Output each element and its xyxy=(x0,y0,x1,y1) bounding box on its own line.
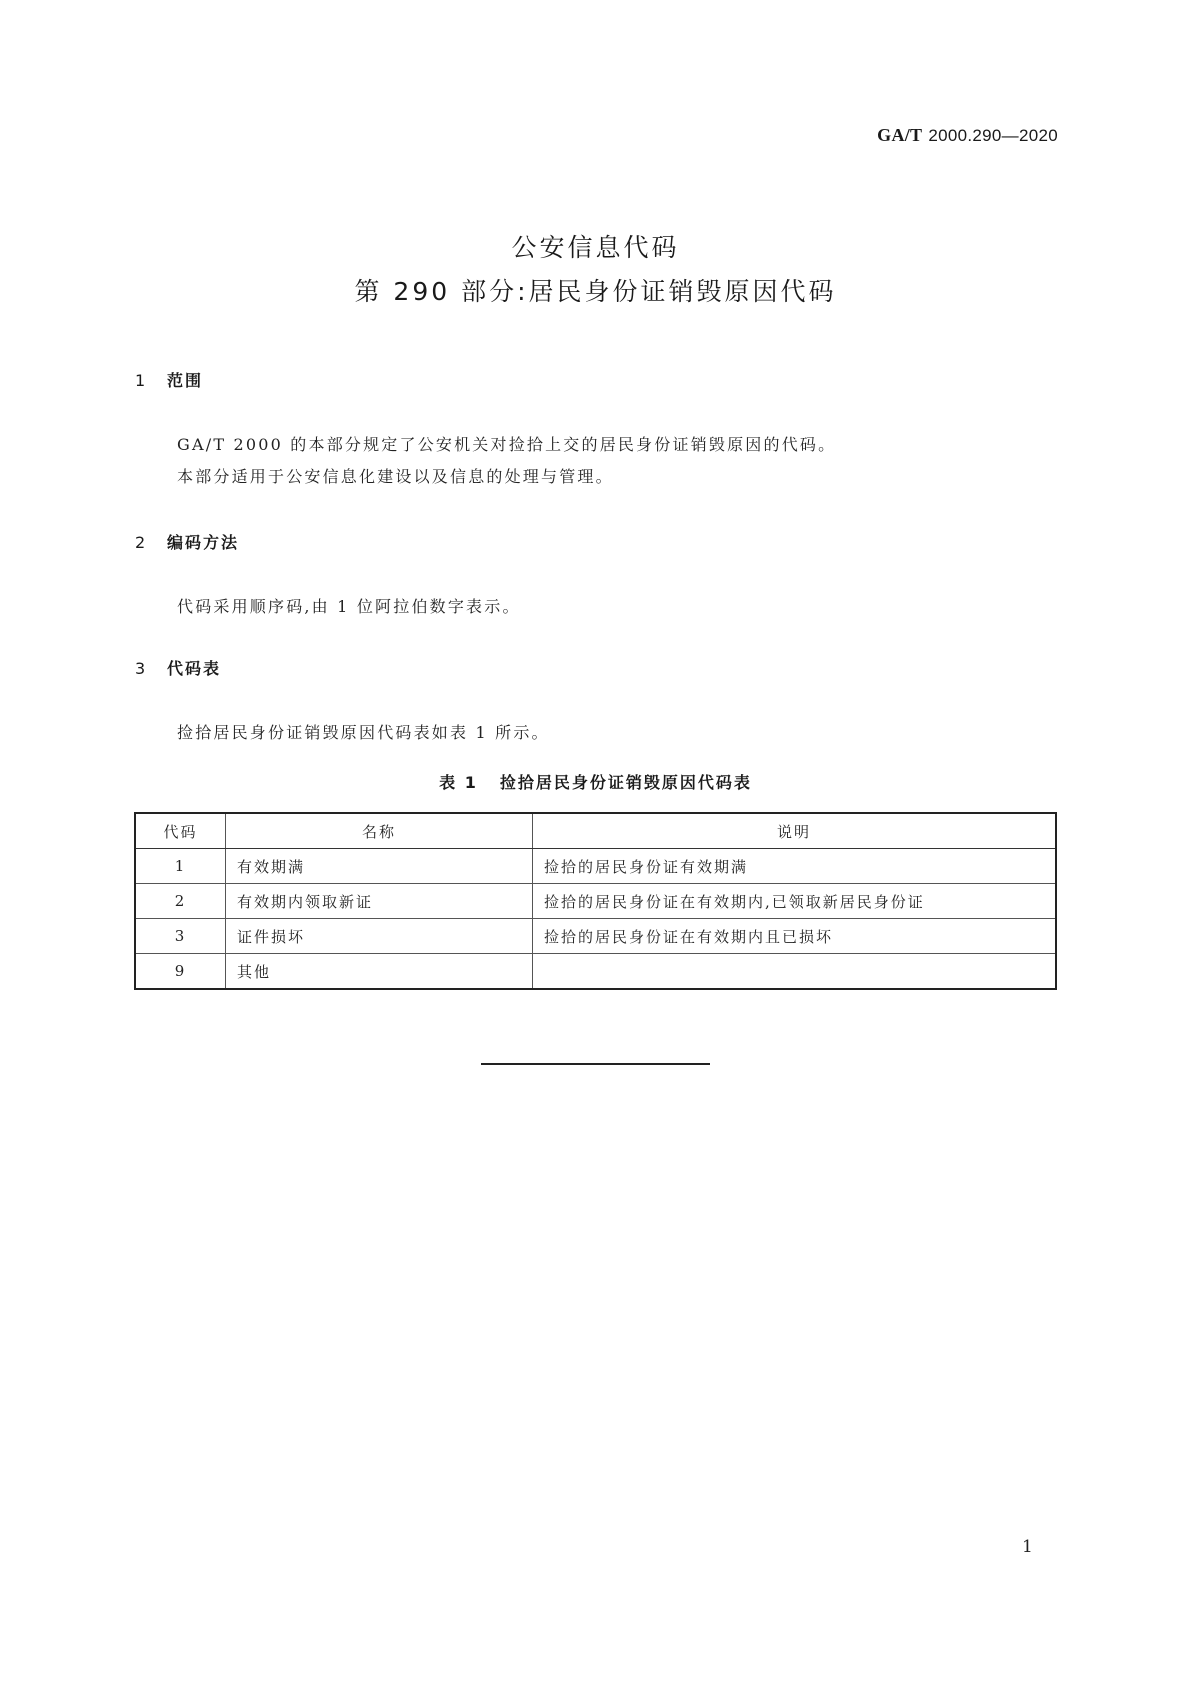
table-caption-title: 捡拾居民身份证销毁原因代码表 xyxy=(499,773,752,792)
column-header-code: 代码 xyxy=(135,813,226,849)
standard-code xyxy=(877,125,1058,146)
section-title: 代码表 xyxy=(167,659,222,678)
standard-prefix: GA/T xyxy=(877,125,923,145)
standard-number: 2000.290—2020 xyxy=(928,126,1058,145)
cell-code: 2 xyxy=(135,884,226,919)
section-number: 3 xyxy=(135,659,148,678)
cell-name: 有效期内领取新证 xyxy=(226,884,533,919)
cell-code: 3 xyxy=(135,919,226,954)
section-heading-code-table xyxy=(135,656,221,679)
section-number: 2 xyxy=(135,533,148,552)
cell-description: 捡拾的居民身份证在有效期内且已损坏 xyxy=(533,919,1057,954)
page-number: 1 xyxy=(1022,1537,1033,1557)
code-table xyxy=(134,812,1057,990)
table-row xyxy=(135,954,1056,990)
document-title: 公安信息代码 xyxy=(511,233,680,262)
cell-description: 捡拾的居民身份证在有效期内,已领取新居民身份证 xyxy=(533,884,1057,919)
column-header-description: 说明 xyxy=(533,813,1057,849)
section-number: 1 xyxy=(135,371,148,390)
cell-code: 9 xyxy=(135,954,226,990)
section-title: 编码方法 xyxy=(167,533,240,552)
table-row xyxy=(135,884,1056,919)
cell-description: 捡拾的居民身份证有效期满 xyxy=(533,849,1057,884)
table-caption xyxy=(0,770,1191,793)
table-header-row xyxy=(135,813,1056,849)
cell-description xyxy=(533,954,1057,990)
section-heading-scope xyxy=(135,368,203,391)
paragraph: 捡拾居民身份证销毁原因代码表如表 1 所示。 xyxy=(177,723,550,742)
paragraph: 本部分适用于公安信息化建设以及信息的处理与管理。 xyxy=(177,467,614,486)
cell-name: 有效期满 xyxy=(226,849,533,884)
paragraph: 代码采用顺序码,由 1 位阿拉伯数字表示。 xyxy=(177,597,521,616)
column-header-name: 名称 xyxy=(226,813,533,849)
paragraph: GA/T 2000 的本部分规定了公安机关对捡拾上交的居民身份证销毁原因的代码。 xyxy=(177,435,837,454)
document-subtitle: 第 290 部分:居民身份证销毁原因代码 xyxy=(354,277,837,306)
table-caption-label: 表 1 xyxy=(439,773,478,792)
section-heading-coding-method xyxy=(135,530,239,553)
table-row xyxy=(135,849,1056,884)
section-title: 范围 xyxy=(167,371,204,390)
table-row xyxy=(135,919,1056,954)
end-of-document-rule xyxy=(481,1063,710,1065)
cell-code: 1 xyxy=(135,849,226,884)
cell-name: 证件损坏 xyxy=(226,919,533,954)
cell-name: 其他 xyxy=(226,954,533,990)
